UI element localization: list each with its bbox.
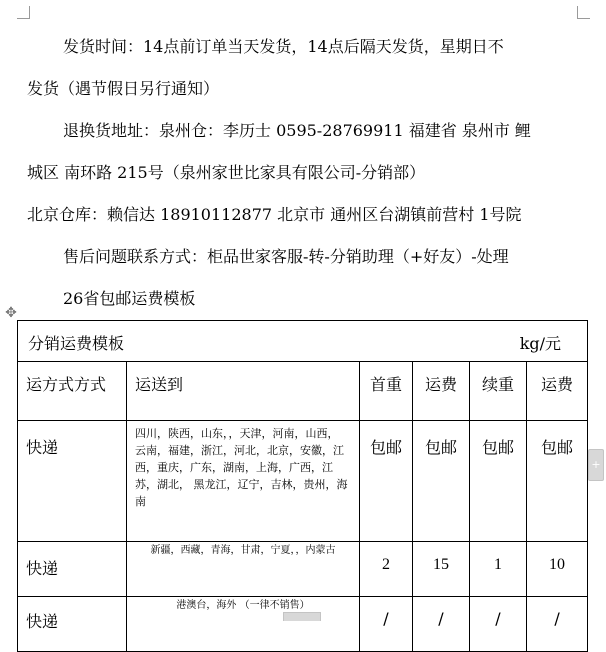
row3-fee2: / [527,597,588,652]
return-address-line1: 退换货地址：泉州仓：李历士 0595-28769911 福建省 泉州市 鲤 [63,121,531,140]
row2-additional-weight: 1 [470,542,527,597]
plus-icon[interactable]: + [588,449,604,481]
page-corner-mark-left [17,6,30,19]
row3-destination: 港澳台，海外 （一律不销售） [127,597,360,652]
header-additional-weight: 续重 [481,375,514,394]
header-first-weight: 首重 [369,375,402,394]
shipping-time-line2: 发货（遇节假日另行通知） [27,79,220,98]
header-fee2: 运费 [541,375,574,394]
table-row [18,421,588,542]
row3-first-weight: / [360,597,413,652]
table-title-row [18,321,588,362]
row1-first-weight: 包邮 [360,421,413,542]
row1-additional-weight: 包邮 [470,421,527,542]
row1-destination: 四川，陕西，山东，，天津，河南，山西，云南，福建，浙江，河北，北京，安徽，江西，重庆，广东，湖南，上海，广西，江苏，湖北， 黑龙江，辽宁，吉林，贵州，海南 [127,421,360,542]
row1-method: 快递 [18,421,127,542]
page-corner-mark-right [577,6,590,19]
row2-fee2: 10 [527,542,588,597]
row2-fee1: 15 [413,542,470,597]
beijing-warehouse: 北京仓库：赖信达 18910112877 北京市 通州区台湖镇前营村 1号院 [27,205,522,224]
row3-method: 快递 [18,597,127,652]
header-destination: 运送到 [135,375,184,394]
table-title: 分销运费模板 [28,334,125,353]
shipping-time-line1: 发货时间：14点前订单当天发货，14点后隔天发货，星期日不 [63,37,504,56]
row3-fee1: / [413,597,470,652]
table-header-row [18,362,588,421]
template-caption: 26省包邮运费模板 [63,289,196,308]
return-address-line2: 城区 南环路 215号（泉州家世比家具有限公司-分销部） [27,163,426,182]
after-sales-contact: 售后问题联系方式：柜品世家客服-转-分销助理（+好友）-处理 [63,247,509,266]
table-row [18,597,588,652]
row1-fee1: 包邮 [413,421,470,542]
table-unit: kg/元 [519,334,562,353]
table-row [18,542,588,597]
row2-first-weight: 2 [360,542,413,597]
header-method: 运方式方式 [26,375,107,394]
header-fee1: 运费 [424,375,457,394]
row3-additional-weight: / [470,597,527,652]
row2-method: 快递 [18,542,127,597]
move-cross-icon[interactable]: ✥ [5,305,17,321]
row2-destination: 新疆，西藏，青海，甘肃，宁夏，，内蒙古 [127,542,360,597]
shipping-fee-table [17,320,588,652]
row1-fee2: 包邮 [527,421,588,542]
